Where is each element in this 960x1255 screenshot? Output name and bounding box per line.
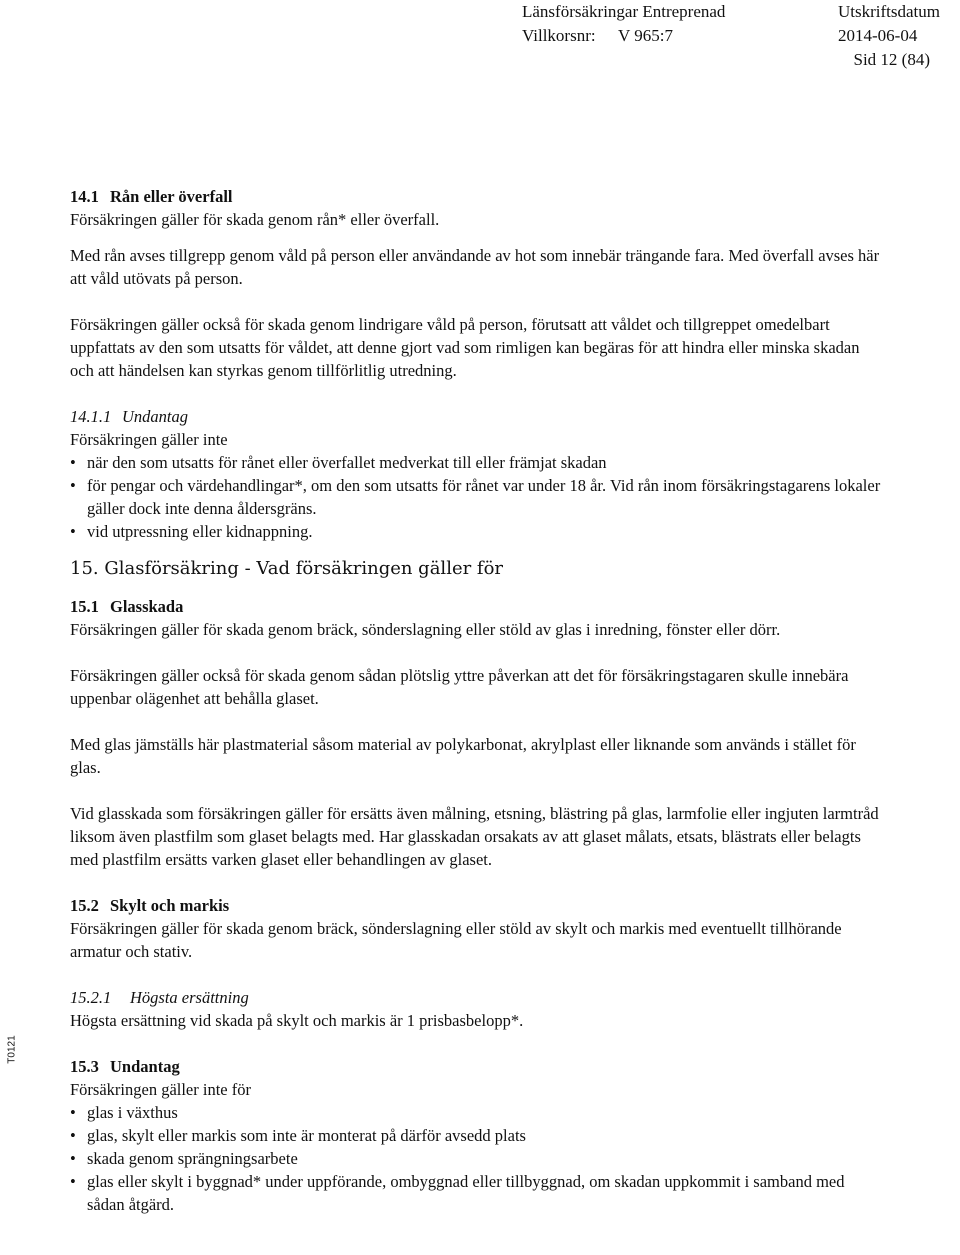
exclusion-list [70,1101,885,1216]
side-code: T0121 [6,1035,18,1064]
list-item: • när den som utsatts för rånet eller överfallet medverkat till eller främjat skadan [70,451,885,474]
paragraph: Försäkringen gäller för skada genom bräck, sönderslagning eller stöld av glas i inredning, fönster eller dörr. [70,620,781,639]
paragraph: Högsta ersättning vid skada på skylt och markis är 1 prisbasbelopp*. [70,1011,524,1030]
paragraph: Försäkringen gäller också för skada genom lindrigare våld på person, förutsatt att våldet och tillgreppet omedelbart uppfattats av den som utsatts för våldet, att denne gjort vad som rimligen kan begäras för att hindra eller minska skadan och att händelsen kan styrkas genom tillförlitlig utredning. [70,315,860,380]
page-header [522,0,942,72]
paragraph: Försäkringen gäller för skada genom rån* eller överfall. [70,210,440,229]
section-heading-14-1: 14.1 Rån eller överfall [70,187,233,206]
paragraph: Vid glasskada som försäkringen gäller för ersätts även målning, etsning, blästring på glas, larmfolie eller ingjuten larmtråd liksom även plastfilm som glaset belagts med. Har glasskadan orsakats av att glaset målats, etsats, blästrats eller belagts med plastfilm ersätts varken glaset eller behandlingen av glaset. [70,804,879,869]
list-item: • glas, skylt eller markis som inte är monterat på därför avsedd plats [70,1124,885,1147]
document-body [70,185,885,1216]
list-item: • glas i växthus [70,1101,885,1124]
section-heading-15-1: 15.1 Glasskada [70,597,184,616]
page-number: Sid 12 (84) [853,50,930,69]
chapter-heading-15: 15. Glasförsäkring - Vad försäkringen gäller för [70,558,504,579]
company-name: Länsförsäkringar Entreprenad [522,2,726,21]
list-item: • glas eller skylt i byggnad* under uppförande, ombyggnad eller tillbyggnad, om skadan uppkommit i samband med sådan åtgärd. [70,1170,885,1216]
terms-number-label: Villkorsnr: [522,26,596,45]
paragraph: Försäkringen gäller inte [70,430,228,449]
subsection-heading-15-2-1: 15.2.1 Högsta ersättning [70,988,249,1007]
paragraph: Med rån avses tillgrepp genom våld på person eller användande av hot som innebär trängande fara. Med överfall avses här att våld utövats på person. [70,246,880,288]
subsection-heading-14-1-1: 14.1.1 Undantag [70,407,188,426]
paragraph: Försäkringen gäller också för skada genom sådan plötslig yttre påverkan att det för försäkringstagaren skulle innebära uppenbar olägenhet att behålla glaset. [70,666,849,708]
section-heading-15-3: 15.3 Undantag [70,1057,180,1076]
exclusion-list [70,451,885,543]
print-date: 2014-06-04 [838,26,918,45]
list-item: • för pengar och värdehandlingar*, om den som utsatts för rånet var under 18 år. Vid rån inom försäkringstagarens lokaler gäller dock inte denna åldersgräns. [70,474,885,520]
paragraph: Försäkringen gäller för skada genom bräck, sönderslagning eller stöld av skylt och markis med eventuellt tillhörande armatur och stativ. [70,919,842,961]
print-date-label: Utskriftsdatum [838,2,940,21]
section-heading-15-2: 15.2 Skylt och markis [70,896,230,915]
list-item: • skada genom sprängningsarbete [70,1147,885,1170]
paragraph: Med glas jämställs här plastmaterial såsom material av polykarbonat, akrylplast eller liknande som används i stället för glas. [70,735,856,777]
paragraph: Försäkringen gäller inte för [70,1080,251,1099]
list-item: • vid utpressning eller kidnappning. [70,520,885,543]
terms-number: V 965:7 [618,26,673,45]
